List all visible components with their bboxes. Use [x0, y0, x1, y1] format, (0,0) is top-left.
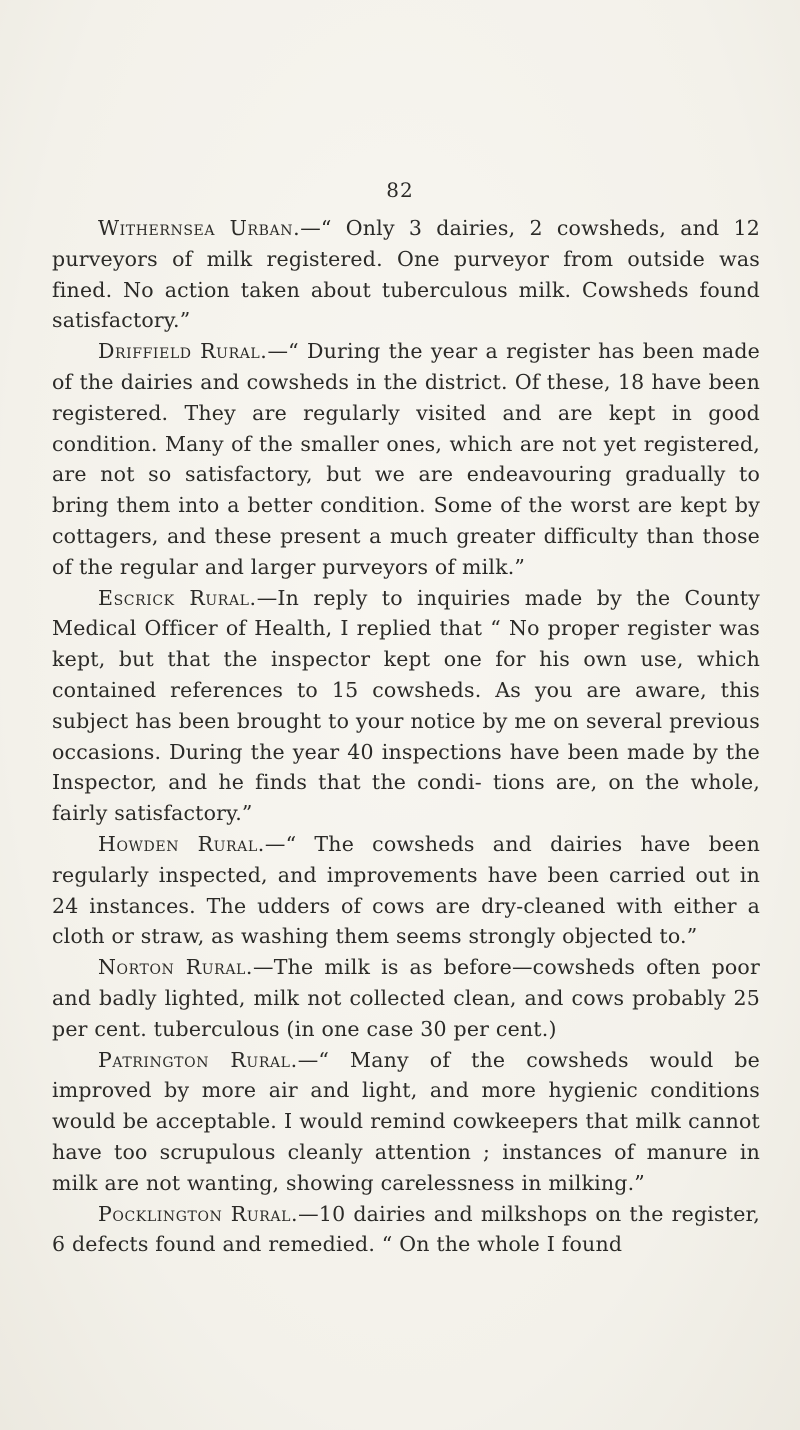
paragraph-howden-rural — [52, 829, 760, 952]
page-number: 82 — [386, 178, 414, 202]
paragraph-body: —“ The cowsheds and dairies have been regularly inspected, and improvements have been carried out in 24 instances. The udders of cows are dry-cleaned with either a cloth or straw, as washing them seems strongly objected to.” — [52, 831, 760, 949]
district-heading: Driffield Rural. — [98, 339, 268, 364]
paragraph-driffield-rural — [52, 336, 760, 582]
report-text — [52, 213, 760, 1260]
district-heading: Howden Rural. — [98, 831, 265, 856]
district-heading: Pocklington Rural. — [98, 1201, 299, 1226]
paragraph-body: —“ Many of the cowsheds would be improved by more air and light, and more hygienic conditions would be acceptable. I would remind cowkeepers that milk cannot have too scrupulous cleanly attention ; instances of manure in milk are not wanting, showing carelessness in milking.” — [52, 1047, 760, 1195]
paragraph-escrick-rural — [52, 583, 760, 829]
paragraph-norton-rural — [52, 952, 760, 1044]
paragraph-body: —10 dairies and milkshops on the register, 6 defects found and remedied. “ On the whole I found — [52, 1201, 760, 1257]
district-heading: Escrick Rural. — [98, 585, 257, 610]
district-heading: Withernsea Urban. — [98, 216, 301, 240]
paragraph-body: —The milk is as before—cowsheds often poor and badly lighted, milk not collected clean, and cows probably 25 per cent. tuberculous (in one case 30 per cent.) — [52, 955, 760, 1041]
paragraph-body: —“ During the year a register has been made of the dairies and cowsheds in the district. Of these, 18 have been registered. They are regularly visited and are kept in good condition. Many of the smaller ones, which are not yet registered, are not so satisfactory, but we are endeavouring gradually to bring them into a better condition. Some of the worst are kept by cottagers, and these present a much greater difficulty than those of the regular and larger purveyors of milk.” — [52, 339, 760, 579]
district-heading: Patrington Rural. — [98, 1047, 298, 1072]
paragraph-body: —“ Only 3 dairies, 2 cowsheds, and 12 purveyors of milk registered. One purveyor from outside was fined. No action taken about tuberculous milk. Cowsheds found satisfactory.” — [52, 216, 761, 333]
paragraph-withernsea-urban — [52, 213, 760, 336]
paragraph-patrington-rural — [52, 1045, 760, 1199]
paragraph-body: —In reply to inquiries made by the County Medical Officer of Health, I replied that “ No proper register was kept, but that the inspector kept one for his own use, which contained references to 15 cowsheds. As you are aware, this subject has been brought to your notice by me on several previous occasions. During the year 40 inspections have been made by the Inspector, and he finds that the condi- tions are, on the whole, fairly satisfactory.” — [52, 585, 761, 826]
paragraph-pocklington-rural — [52, 1199, 760, 1261]
district-heading: Norton Rural. — [98, 955, 254, 980]
